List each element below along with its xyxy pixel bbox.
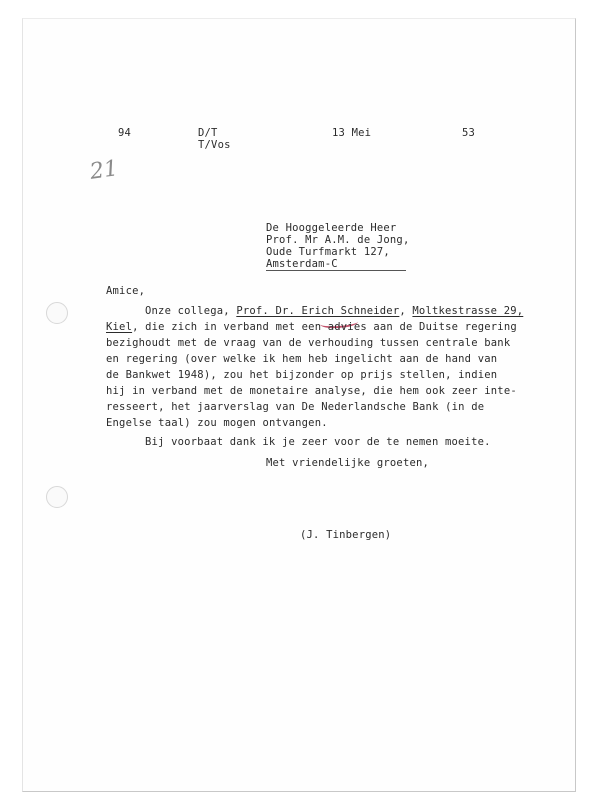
body-line-8: Engelse taal) zou mogen ontvangen. bbox=[106, 417, 328, 429]
street-address: Moltkestrasse 29, bbox=[412, 305, 524, 317]
body-line-3: bezighoudt met de vraag van de verhouding tussen centrale bank bbox=[106, 337, 511, 349]
body-text: , bbox=[399, 305, 413, 317]
closing: Met vriendelijke groeten, bbox=[266, 457, 430, 469]
punch-hole-top bbox=[46, 302, 68, 324]
city-name: Kiel bbox=[106, 321, 133, 333]
salutation: Amice, bbox=[106, 285, 146, 297]
address-line-3: Oude Turfmarkt 127, bbox=[266, 246, 390, 258]
punch-hole-bottom bbox=[46, 486, 68, 508]
body-line-4: en regering (over welke ik hem heb ingelicht aan de hand van bbox=[106, 353, 498, 365]
signature: (J. Tinbergen) bbox=[300, 529, 392, 541]
body-paragraph-2: Bij voorbaat dank ik je zeer voor de te nemen moeite. bbox=[145, 436, 491, 448]
reference-line-2: T/Vos bbox=[198, 139, 231, 151]
body-line-1 bbox=[145, 305, 523, 317]
body-line-5: de Bankwet 1948), zou het bijzonder op prijs stellen, indien bbox=[106, 369, 498, 381]
address-line-1: De Hooggeleerde Heer bbox=[266, 222, 397, 234]
handwritten-annotation: 21 bbox=[88, 156, 120, 185]
body-line-6: hij in verband met de monetaire analyse, die hem ook zeer inte- bbox=[106, 385, 517, 397]
reference-line-1: D/T bbox=[198, 127, 218, 139]
letter-date: 13 Mei bbox=[332, 127, 372, 139]
address-rule bbox=[266, 270, 406, 271]
body-text: Onze collega, bbox=[145, 305, 237, 317]
person-name: Prof. Dr. Erich Schneider bbox=[236, 305, 400, 317]
address-line-4: Amsterdam-C bbox=[266, 258, 338, 270]
letter-number: 94 bbox=[118, 127, 132, 139]
address-line-2: Prof. Mr A.M. de Jong, bbox=[266, 234, 410, 246]
body-line-2 bbox=[106, 321, 517, 333]
letter-year: 53 bbox=[462, 127, 476, 139]
body-text: , die zich in verband met een advies aan de Duitse regering bbox=[132, 321, 517, 333]
body-line-7: resseert, het jaarverslag van De Nederlandsche Bank (in de bbox=[106, 401, 485, 413]
